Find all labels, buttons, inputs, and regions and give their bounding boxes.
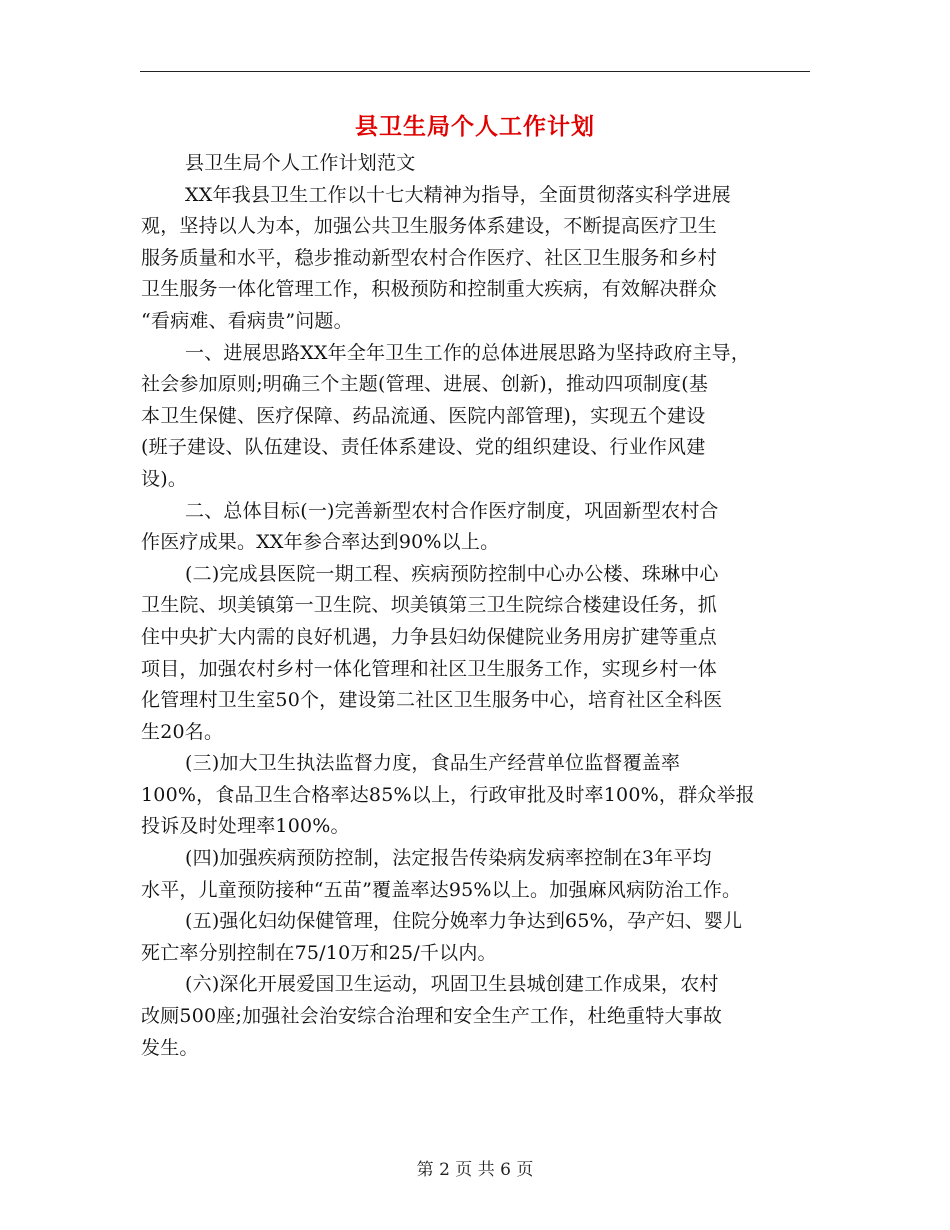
text-line: 卫生服务一体化管理工作，积极预防和控制重大疾病，有效解决群众 <box>141 278 718 301</box>
text-line: 县卫生局个人工作计划范文 <box>185 152 416 174</box>
text-line: XX年我县卫生工作以十七大精神为指导，全面贯彻落实科学进展 <box>185 183 731 206</box>
paragraph-item-4 <box>141 843 811 906</box>
text-line: 死亡率分别控制在75/10万和25/千以内。 <box>141 941 497 964</box>
text-line: 作医疗成果。XX年参合率达到90%以上。 <box>141 531 500 554</box>
text-line: 设)。 <box>141 467 188 490</box>
text-line: 项目，加强农村乡村一体化管理和社区卫生服务工作，实现乡村一体 <box>141 657 718 680</box>
page-number: 第 2 页 共 6 页 <box>416 1160 534 1180</box>
text-line: 100%，食品卫生合格率达85%以上，行政审批及时率100%，群众举报 <box>141 783 755 806</box>
text-line: 投诉及时处理率100%。 <box>141 815 350 838</box>
paragraph-subtitle <box>141 148 811 180</box>
text-line: 发生。 <box>141 1036 199 1059</box>
paragraph-item-3 <box>141 748 811 843</box>
text-line: 住中央扩大内需的良好机遇，力争县妇幼保健院业务用房扩建等重点 <box>141 625 718 648</box>
text-line: 生20名。 <box>141 720 224 743</box>
text-line: 二、总体目标(一)完善新型农村合作医疗制度，巩固新型农村合 <box>185 499 719 522</box>
paragraph-item-6 <box>141 969 811 1064</box>
paragraph-section-1 <box>141 338 811 496</box>
paragraph-section-2 <box>141 496 811 559</box>
paragraph-item-2 <box>141 559 811 749</box>
text-line: (五)强化妇幼保健管理，住院分娩率力争达到65%，孕产妇、婴儿 <box>185 910 743 933</box>
text-line: “看病难、看病贵”问题。 <box>141 309 353 332</box>
document-body <box>141 148 811 1064</box>
text-line: (六)深化开展爱国卫生运动，巩固卫生县城创建工作成果，农村 <box>185 973 719 996</box>
paragraph-intro <box>141 180 811 338</box>
text-line: (三)加大卫生执法监督力度，食品生产经营单位监督覆盖率 <box>185 752 681 775</box>
text-line: 社会参加原则;明确三个主题(管理、进展、创新)，推动四项制度(基 <box>141 373 709 396</box>
text-line: 一、进展思路XX年全年卫生工作的总体进展思路为坚持政府主导， <box>185 341 751 364</box>
header-rule <box>140 71 810 72</box>
text-line: 改厕500座;加强社会治安综合治理和安全生产工作，杜绝重特大事故 <box>141 1005 723 1028</box>
text-line: 观，坚持以人为本，加强公共卫生服务体系建设，不断提高医疗卫生 <box>141 215 718 238</box>
text-line: (四)加强疾病预防控制，法定报告传染病发病率控制在3年平均 <box>185 847 712 870</box>
paragraph-item-5 <box>141 906 811 969</box>
text-line: 水平，儿童预防接种“五苗”覆盖率达95%以上。加强麻风病防治工作。 <box>141 878 742 901</box>
text-line: 卫生院、坝美镇第一卫生院、坝美镇第三卫生院综合楼建设任务，抓 <box>141 594 718 617</box>
text-line: 化管理村卫生室50个，建设第二社区卫生服务中心，培育社区全科医 <box>141 689 723 712</box>
text-line: 服务质量和水平，稳步推动新型农村合作医疗、社区卫生服务和乡村 <box>141 246 718 269</box>
text-line: (二)完成县医院一期工程、疾病预防控制中心办公楼、珠琳中心 <box>185 562 719 585</box>
text-line: 本卫生保健、医疗保障、药品流通、医院内部管理)，实现五个建设 <box>141 404 706 427</box>
document-title: 县卫生局个人工作计划 <box>355 113 595 140</box>
text-line: (班子建设、队伍建设、责任体系建设、党的组织建设、行业作风建 <box>141 436 706 459</box>
